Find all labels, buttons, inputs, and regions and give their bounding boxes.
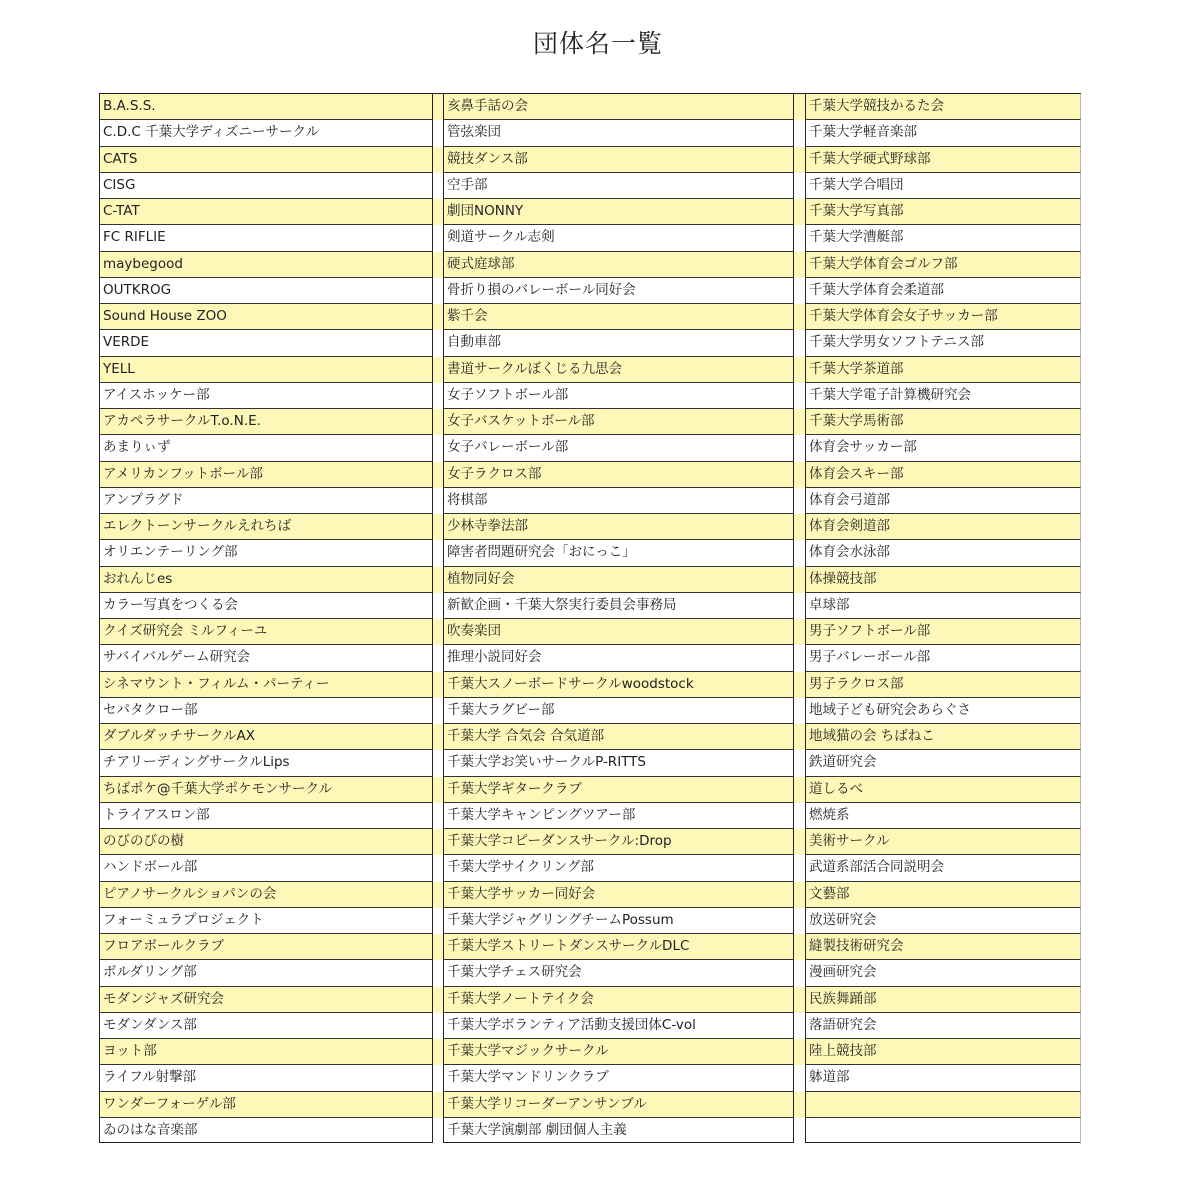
table-cell: ダブルダッチサークルAX [100, 724, 432, 750]
spacer-cell [794, 514, 805, 540]
spacer-cell [433, 1092, 443, 1118]
table-cell: 千葉大ラグビー部 [444, 698, 793, 724]
spacer-cell [433, 777, 443, 803]
table-cell: 少林寺拳法部 [444, 514, 793, 540]
table-cell: 新歓企画・千葉大祭実行委員会事務局 [444, 593, 793, 619]
table-cell: モダンジャズ研究会 [100, 987, 432, 1013]
table-cell: 千葉大学電子計算機研究会 [806, 383, 1081, 409]
spacer-cell [433, 252, 443, 278]
spacer-cell [794, 1092, 805, 1118]
table-cell: ボルダリング部 [100, 960, 432, 986]
spacer-cell [433, 540, 443, 566]
organization-table [99, 93, 1081, 1143]
spacer-cell [433, 488, 443, 514]
table-cell: 放送研究会 [806, 908, 1081, 934]
table-cell: のびのびの樹 [100, 829, 432, 855]
spacer-cell [433, 987, 443, 1013]
spacer-cell [433, 120, 443, 146]
column-spacer [432, 94, 443, 1142]
spacer-cell [794, 488, 805, 514]
table-cell: 千葉大学マンドリンクラブ [444, 1065, 793, 1091]
spacer-cell [433, 1065, 443, 1091]
table-cell: 吹奏楽団 [444, 619, 793, 645]
spacer-cell [433, 908, 443, 934]
table-cell: 陸上競技部 [806, 1039, 1081, 1065]
table-cell: 将棋部 [444, 488, 793, 514]
spacer-cell [794, 750, 805, 776]
table-cell: 千葉大学軽音楽部 [806, 120, 1081, 146]
table-cell: 推理小説同好会 [444, 645, 793, 671]
table-cell: 体育会水泳部 [806, 540, 1081, 566]
spacer-cell [794, 567, 805, 593]
table-cell [806, 1118, 1081, 1144]
table-cell: 千葉大学ストリートダンスサークルDLC [444, 934, 793, 960]
table-cell: 千葉大学ジャグリングチームPossum [444, 908, 793, 934]
spacer-cell [433, 278, 443, 304]
table-cell: アンプラグド [100, 488, 432, 514]
table-cell: 千葉大学お笑いサークルP-RITTS [444, 750, 793, 776]
table-cell: 紫千会 [444, 304, 793, 330]
table-cell: 千葉大学サイクリング部 [444, 855, 793, 881]
table-cell: 女子バスケットボール部 [444, 409, 793, 435]
table-cell: VERDE [100, 330, 432, 356]
table-cell: ゐのはな音楽部 [103, 1121, 198, 1138]
table-cell: 千葉大学 合気会 合気道部 [444, 724, 793, 750]
spacer-cell [433, 435, 443, 461]
table-cell: 民族舞踊部 [806, 987, 1081, 1013]
table-cell: 自動車部 [444, 330, 793, 356]
table-cell: チアリーディングサークルLips [100, 750, 432, 776]
spacer-cell [794, 777, 805, 803]
spacer-cell [433, 724, 443, 750]
table-cell: クイズ研究会 ミルフィーユ [100, 619, 432, 645]
table-cell: 千葉大スノーボードサークルwoodstock [444, 672, 793, 698]
table-column-3 [805, 94, 1081, 1142]
table-cell: 千葉大学合唱団 [806, 173, 1081, 199]
table-cell: アカペラサークルT.o.N.E. [100, 409, 432, 435]
spacer-cell [794, 409, 805, 435]
spacer-cell [433, 514, 443, 540]
table-cell: 亥鼻手話の会 [444, 94, 793, 120]
spacer-cell [433, 960, 443, 986]
table-cell: 書道サークルぼくじる九思会 [444, 357, 793, 383]
table-cell: ヨット部 [100, 1039, 432, 1065]
column-spacer [793, 94, 805, 1142]
spacer-cell [433, 462, 443, 488]
table-cell: カラー写真をつくる会 [100, 593, 432, 619]
spacer-cell [794, 383, 805, 409]
table-cell: OUTKROG [100, 278, 432, 304]
table-cell: 千葉大学馬術部 [806, 409, 1081, 435]
spacer-cell [794, 462, 805, 488]
table-cell: 障害者問題研究会「おにっこ」 [444, 540, 793, 566]
table-cell: C.D.C 千葉大学ディズニーサークル [100, 120, 432, 146]
table-column-1 [100, 94, 432, 1142]
spacer-cell [794, 829, 805, 855]
spacer-cell [433, 225, 443, 251]
table-cell: 千葉大学体育会ゴルフ部 [806, 252, 1081, 278]
table-cell: エレクトーンサークルえれちば [100, 514, 432, 540]
table-cell: モダンダンス部 [100, 1013, 432, 1039]
table-cell: アメリカンフットボール部 [100, 462, 432, 488]
table-cell: 男子ソフトボール部 [806, 619, 1081, 645]
spacer-cell [433, 567, 443, 593]
table-cell: 千葉大学コピーダンスサークル:Drop [444, 829, 793, 855]
table-cell: 千葉大学競技かるた会 [806, 94, 1081, 120]
table-cell: あまりぃず [100, 435, 432, 461]
spacer-cell [433, 698, 443, 724]
spacer-cell [794, 593, 805, 619]
table-cell: 鉄道研究会 [806, 750, 1081, 776]
table-cell: 千葉大学マジックサークル [444, 1039, 793, 1065]
table-cell: YELL [100, 357, 432, 383]
spacer-cell [794, 908, 805, 934]
table-cell: 植物同好会 [444, 567, 793, 593]
table-cell: 千葉大学キャンピングツアー部 [444, 803, 793, 829]
spacer-cell [794, 855, 805, 881]
page-title: 団体名一覧 [532, 29, 663, 58]
table-cell: 縫製技術研究会 [806, 934, 1081, 960]
table-cell: FC RIFLIE [100, 225, 432, 251]
table-cell: 千葉大学チェス研究会 [444, 960, 793, 986]
spacer-cell [794, 672, 805, 698]
table-cell: トライアスロン部 [100, 803, 432, 829]
spacer-cell [794, 225, 805, 251]
table-cell: 体育会弓道部 [806, 488, 1081, 514]
spacer-cell [794, 94, 805, 120]
spacer-cell [433, 829, 443, 855]
table-cell: 劇団NONNY [444, 199, 793, 225]
spacer-cell [433, 1039, 443, 1065]
table-cell: 千葉大学硬式野球部 [806, 147, 1081, 173]
table-cell: 千葉大学リコーダーアンサンブル [444, 1092, 793, 1118]
table-cell: 体育会サッカー部 [806, 435, 1081, 461]
spacer-cell [794, 304, 805, 330]
table-cell: オリエンテーリング部 [100, 540, 432, 566]
table-cell: 男子バレーボール部 [806, 645, 1081, 671]
table-cell: Sound House ZOO [100, 304, 432, 330]
table-cell: おれんじes [100, 567, 432, 593]
table-cell: 体育会スキー部 [806, 462, 1081, 488]
table-cell: C-TAT [100, 199, 432, 225]
spacer-cell [433, 645, 443, 671]
spacer-cell [794, 987, 805, 1013]
spacer-cell [794, 540, 805, 566]
spacer-cell [433, 855, 443, 881]
table-cell: 管弦楽団 [444, 120, 793, 146]
table-cell: 千葉大学茶道部 [806, 357, 1081, 383]
table-cell: 女子バレーボール部 [444, 435, 793, 461]
table-cell: 道しるべ [806, 777, 1081, 803]
table-cell: シネマウント・フィルム・パーティー [100, 672, 432, 698]
table-cell: 文藝部 [806, 882, 1081, 908]
table-cell: 千葉大学漕艇部 [806, 225, 1081, 251]
table-cell: 男子ラクロス部 [806, 672, 1081, 698]
spacer-cell [794, 803, 805, 829]
spacer-cell [794, 619, 805, 645]
spacer-cell [433, 882, 443, 908]
table-cell: 女子ラクロス部 [444, 462, 793, 488]
table-cell: ピアノサークルショパンの会 [100, 882, 432, 908]
table-cell: 体操競技部 [806, 567, 1081, 593]
spacer-cell [433, 330, 443, 356]
spacer-cell [794, 435, 805, 461]
spacer-cell [794, 1118, 805, 1144]
table-cell: 落語研究会 [806, 1013, 1081, 1039]
table-cell: 硬式庭球部 [444, 252, 793, 278]
table-cell: 千葉大学ノートテイク会 [444, 987, 793, 1013]
spacer-cell [433, 934, 443, 960]
spacer-cell [433, 409, 443, 435]
spacer-cell [433, 357, 443, 383]
spacer-cell [433, 147, 443, 173]
spacer-cell [794, 1013, 805, 1039]
table-cell: 空手部 [444, 173, 793, 199]
table-cell: 地域子ども研究会あらぐさ [806, 698, 1081, 724]
spacer-cell [433, 199, 443, 225]
spacer-cell [794, 173, 805, 199]
table-cell: maybegood [100, 252, 432, 278]
table-cell: 燃焼系 [806, 803, 1081, 829]
spacer-cell [794, 1065, 805, 1091]
table-cell: 躰道部 [806, 1065, 1081, 1091]
spacer-cell [433, 619, 443, 645]
table-cell: 女子ソフトボール部 [444, 383, 793, 409]
spacer-cell [794, 882, 805, 908]
spacer-cell [433, 94, 443, 120]
table-cell: アイスホッケー部 [100, 383, 432, 409]
table-cell: フォーミュラプロジェクト [100, 908, 432, 934]
spacer-cell [794, 120, 805, 146]
table-cell: CATS [100, 147, 432, 173]
table-cell: 武道系部活合同説明会 [806, 855, 1081, 881]
table-cell: 剣道サークル志剣 [444, 225, 793, 251]
table-cell: サバイバルゲーム研究会 [100, 645, 432, 671]
table-cell: 漫画研究会 [806, 960, 1081, 986]
spacer-cell [794, 724, 805, 750]
table-cell: 千葉大学ギタークラブ [444, 777, 793, 803]
spacer-cell [433, 1118, 443, 1144]
spacer-cell [794, 960, 805, 986]
spacer-cell [794, 645, 805, 671]
spacer-cell [794, 330, 805, 356]
table-cell: 卓球部 [806, 593, 1081, 619]
table-cell: 千葉大学サッカー同好会 [444, 882, 793, 908]
table-cell: セパタクロー部 [100, 698, 432, 724]
spacer-cell [794, 278, 805, 304]
table-cell: 骨折り損のバレーボール同好会 [444, 278, 793, 304]
table-cell: 千葉大学男女ソフトテニス部 [806, 330, 1081, 356]
table-cell: 美術サークル [806, 829, 1081, 855]
spacer-cell [433, 672, 443, 698]
table-cell: 千葉大学体育会女子サッカー部 [806, 304, 1081, 330]
spacer-cell [794, 357, 805, 383]
table-cell: 千葉大学ボランティア活動支援団体C-vol [444, 1013, 793, 1039]
spacer-cell [433, 750, 443, 776]
table-cell: CISG [100, 173, 432, 199]
table-cell: 千葉大学演劇部 劇団個人主義 [447, 1121, 627, 1138]
spacer-cell [794, 147, 805, 173]
spacer-cell [794, 1039, 805, 1065]
table-cell: 地域猫の会 ちばねこ [806, 724, 1081, 750]
spacer-cell [433, 803, 443, 829]
table-column-2 [443, 94, 793, 1142]
spacer-cell [433, 304, 443, 330]
table-cell: 競技ダンス部 [444, 147, 793, 173]
table-cell: ちばポケ@千葉大学ポケモンサークル [100, 777, 432, 803]
table-cell: 千葉大学体育会柔道部 [806, 278, 1081, 304]
spacer-cell [433, 1013, 443, 1039]
table-cell [806, 1092, 1081, 1118]
spacer-cell [794, 698, 805, 724]
table-cell: B.A.S.S. [100, 94, 432, 120]
table-cell: ハンドボール部 [100, 855, 432, 881]
table-cell: 千葉大学写真部 [806, 199, 1081, 225]
spacer-cell [794, 199, 805, 225]
spacer-cell [794, 934, 805, 960]
spacer-cell [794, 252, 805, 278]
spacer-cell [433, 383, 443, 409]
spacer-cell [433, 173, 443, 199]
table-cell: ワンダーフォーゲル部 [100, 1092, 432, 1118]
table-cell: ライフル射撃部 [100, 1065, 432, 1091]
table-cell: フロアボールクラブ [100, 934, 432, 960]
table-cell: 体育会剣道部 [806, 514, 1081, 540]
spacer-cell [433, 593, 443, 619]
